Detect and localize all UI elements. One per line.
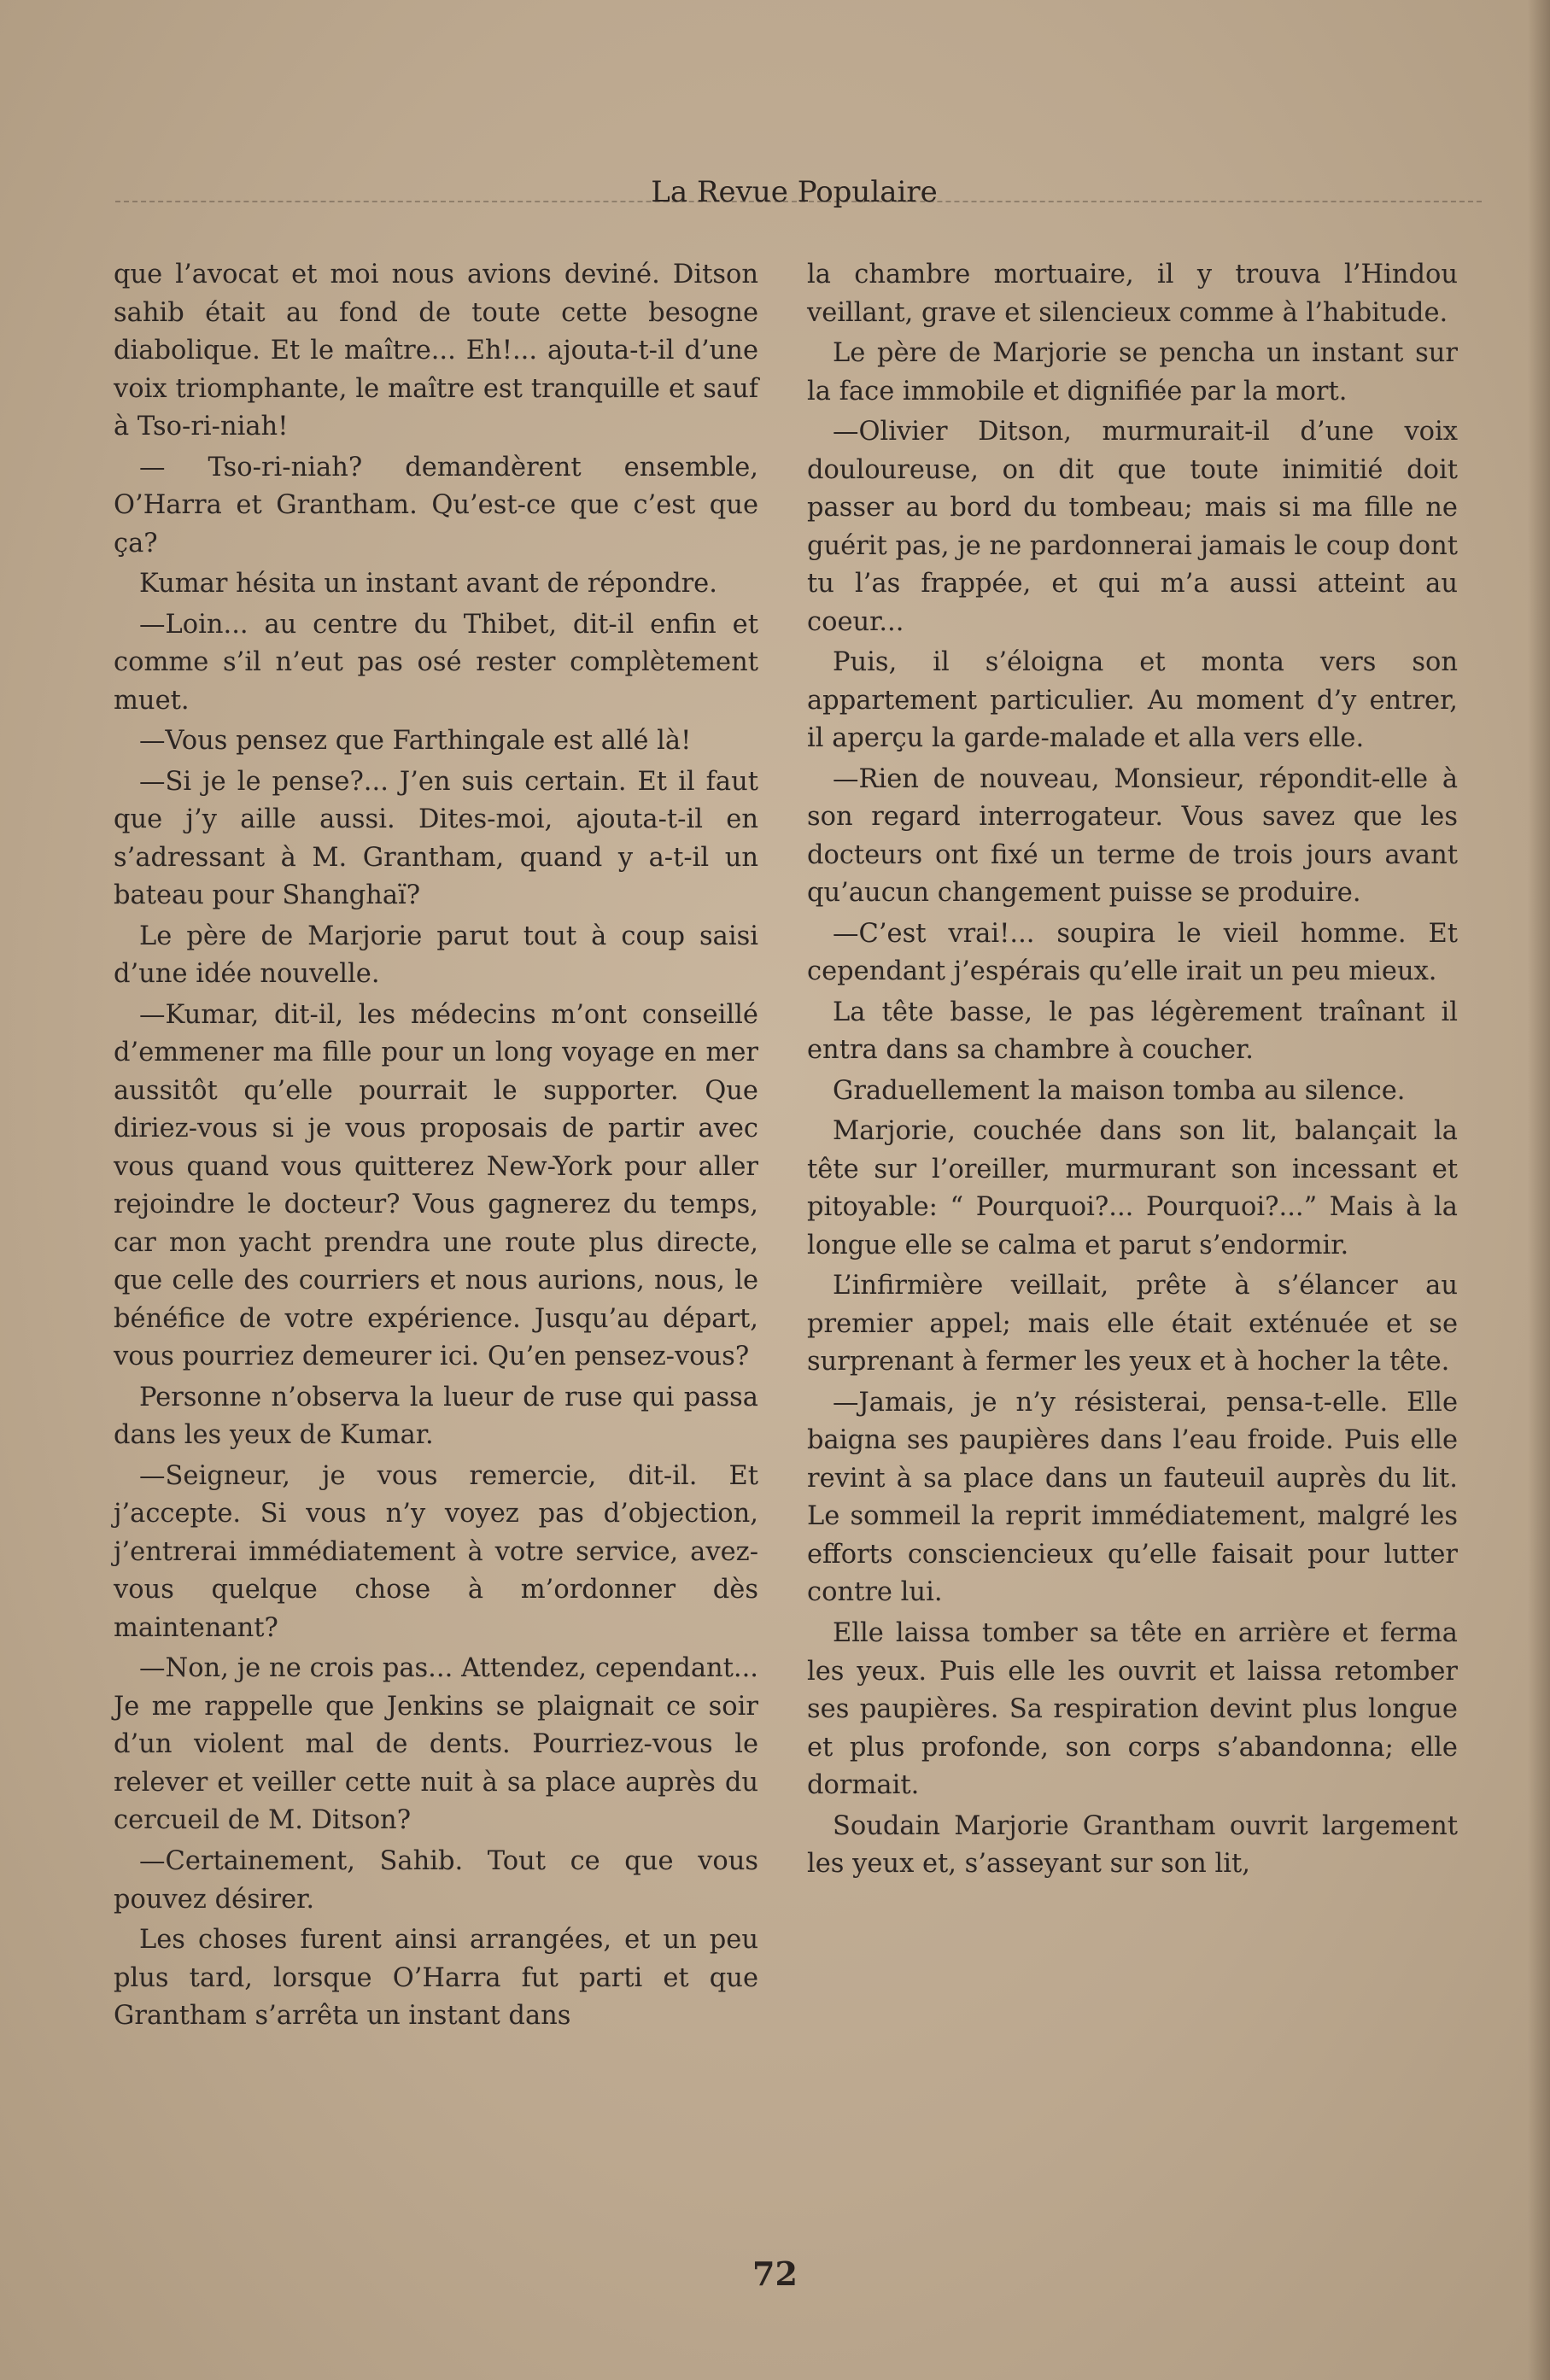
paragraph: Graduellement la maison tomba au silence.: [833, 1075, 1406, 1106]
paragraph: —Kumar, dit-il, les médecins m’ont conseillé d’emmener ma fille pour un long voyage en mer aussitôt qu’elle pourrait le supporter. Que diriez-vous si je vous proposais de partir avec vous quand vous quitterez New-York pour aller rejoindre le docteur? Vous gagnerez du temps, car mon yacht prendra une route plus directe, que celle des courriers et nous aurions, nous, le bénéfice de votre expérience. Jusqu’au départ, vous pourriez demeurer ici. Qu’en pensez-vous?: [114, 999, 758, 1372]
paragraph: —Certainement, Sahib. Tout ce que vous pouvez désirer.: [114, 1846, 758, 1915]
paragraph: Puis, il s’éloigna et monta vers son appartement particulier. Au moment d’y entrer, il aperçu la garde-malade et alla vers elle.: [807, 647, 1458, 754]
paragraph: La tête basse, le pas légèrement traînant il entra dans sa chambre à coucher.: [807, 997, 1458, 1066]
page-number: 72: [752, 2254, 798, 2293]
paragraph: la chambre mortuaire, il y trouva l’Hindou veillant, grave et silencieux comme à l’habitude.: [807, 260, 1458, 328]
running-header: [102, 175, 1486, 235]
paragraph: Soudain Marjorie Grantham ouvrit largement les yeux et, s’asseyant sur son lit,: [807, 1810, 1458, 1880]
paragraph: Marjorie, couchée dans son lit, balançait la tête sur l’oreiller, murmurant son incessant et pitoyable: “ Pourquoi?... Pourquoi?...” Mais à la longue elle se calma et parut s’endormir.: [807, 1116, 1458, 1260]
paragraph: Le père de Marjorie se pencha un instant sur la face immobile et dignifiée par la mort.: [807, 338, 1458, 406]
paragraph: —C’est vrai!... soupira le vieil homme. Et cependant j’espérais qu’elle irait un peu mieux.: [807, 918, 1458, 987]
paragraph: L’infirmière veillait, prête à s’élancer au premier appel; mais elle était exténuée et se surprenant à fermer les yeux et à hocher la tête.: [807, 1271, 1458, 1377]
paragraph: Le père de Marjorie parut tout à coup saisi d’une idée nouvelle.: [114, 921, 758, 990]
paragraph: — Tso-ri-niah? demandèrent ensemble, O’Harra et Grantham. Qu’est-ce que c’est que ça?: [114, 452, 758, 558]
paragraph: —Non, je ne crois pas... Attendez, cependant... Je me rappelle que Jenkins se plaignait ce soir d’un violent mal de dents. Pourriez-vous le relever et veiller cette nuit à sa place auprès du cercueil de M. Ditson?: [114, 1653, 758, 1836]
right-column: [807, 256, 1458, 1886]
paragraph: —Jamais, je n’y résisterai, pensa-t-elle. Elle baigna ses paupières dans l’eau froide. Puis elle revint à sa place dans un fauteuil auprès du lit. Le sommeil la reprit immédiatement, malgré les efforts consciencieux qu’elle faisait pour lutter contre lui.: [807, 1387, 1458, 1608]
paragraph: —Vous pensez que Farthingale est allé là!: [139, 726, 692, 757]
page-gutter-shadow: [1528, 0, 1550, 2380]
paragraph: Elle laissa tomber sa tête en arrière et ferma les yeux. Puis elle les ouvrit et laissa retomber ses paupières. Sa respiration devint plus longue et plus profonde, son corps s’abandonna; elle dormait.: [807, 1618, 1458, 1801]
paragraph: —Seigneur, je vous remercie, dit-il. Et j’accepte. Si vous n’y voyez pas d’objection, j’entrerai immédiatement à votre service, avez-vous quelque chose à m’ordonner dès maintenant?: [114, 1460, 758, 1643]
paragraph: —Rien de nouveau, Monsieur, répondit-elle à son regard interrogateur. Vous savez que les docteurs ont fixé un terme de trois jours avant qu’aucun changement puisse se produire.: [807, 763, 1458, 909]
paragraph: —Olivier Ditson, murmurait-il d’une voix douloureuse, on dit que toute inimitié doit passer au bord du tombeau; mais si ma fille ne guérit pas, je ne pardonnerai jamais le coup dont tu l’as frappée, et qui m’a aussi atteint au coeur...: [807, 417, 1459, 637]
paragraph: Les choses furent ainsi arrangées, et un peu plus tard, lorsque O’Harra fut parti et que Grantham s’arrêta un instant dans: [114, 1925, 758, 2032]
paragraph: Kumar hésita un instant avant de répondre.: [139, 569, 717, 599]
paragraph: —Si je le pense?... J’en suis certain. Et il faut que j’y aille aussi. Dites-moi, ajouta-t-il en s’adressant à M. Grantham, quand y a-t-il un bateau pour Shanghaï?: [114, 766, 758, 911]
paragraph: Personne n’observa la lueur de ruse qui passa dans les yeux de Kumar.: [114, 1382, 758, 1451]
paragraph: —Loin... au centre du Thibet, dit-il enfin et comme s’il n’eut pas osé rester complètement muet.: [114, 609, 758, 716]
paragraph: que l’avocat et moi nous avions deviné. Ditson sahib était au fond de toute cette besogne diabolique. Et le maître... Eh!... ajouta-t-il d’une voix triomphante, le maître est tranquille et sauf à Tso-ri-niah!: [114, 260, 758, 441]
header-title: La Revue Populaire: [651, 175, 938, 209]
left-column: [114, 256, 758, 2038]
